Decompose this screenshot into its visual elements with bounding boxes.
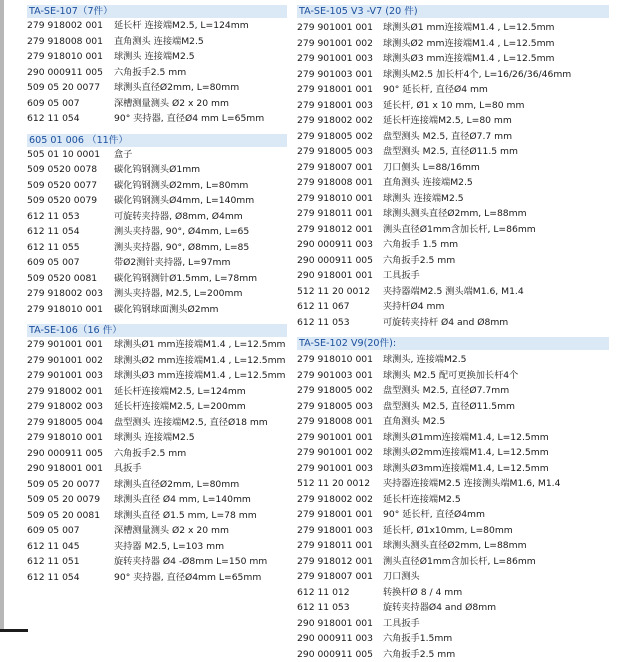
part-description: 工具扳手 xyxy=(383,616,420,632)
part-description: 盘型测头 M2.5, 直径Ø7.7 mm xyxy=(383,129,512,145)
section-gap xyxy=(297,330,609,337)
part-row xyxy=(27,178,287,194)
part-row xyxy=(27,49,287,65)
part-description: 测头夹持器, M2.5, L=200mm xyxy=(114,286,242,302)
part-description: 球测头测头直径Ø2mm, L=88mm xyxy=(383,538,527,554)
section-header: 605 01 006 （11件） xyxy=(27,134,287,147)
part-row xyxy=(27,446,287,462)
right-parts-column xyxy=(297,5,609,662)
part-row xyxy=(27,209,287,225)
part-description: 深槽测量测头 Ø2 x 20 mm xyxy=(114,96,229,112)
part-number: 509 05 20 0077 xyxy=(27,477,100,493)
part-row xyxy=(27,255,287,271)
part-description: 球测头, 连接端M2.5 xyxy=(383,352,467,368)
part-description: 碳化钨钢测针Ø1.5mm, L=78mm xyxy=(114,271,257,287)
part-row xyxy=(297,36,609,52)
part-number: 279 901001 001 xyxy=(297,20,373,36)
part-row xyxy=(27,539,287,555)
part-row xyxy=(27,570,287,586)
part-description: 夹持器连接端M2.5 连接测头端M1.6, M1.4 xyxy=(383,476,560,492)
part-row xyxy=(27,508,287,524)
part-row xyxy=(27,302,287,318)
part-row xyxy=(27,147,287,163)
part-number: 279 901001 003 xyxy=(27,368,103,384)
part-description: 测头直径Ø1mm含加长杆, L=86mm xyxy=(383,222,536,238)
part-number: 612 11 053 xyxy=(297,600,350,616)
part-number: 279 901001 002 xyxy=(297,36,373,52)
part-row xyxy=(27,415,287,431)
part-description: 旋转夹持器 Ø4 -Ø8mm L=150 mm xyxy=(114,554,267,570)
part-row xyxy=(297,600,609,616)
part-description: 夹持杆Ø4 mm xyxy=(383,299,444,315)
part-description: 延长杆, Ø1 x 10 mm, L=80 mm xyxy=(383,98,524,114)
part-description: 碳化钨钢测头Ø2mm, L=80mm xyxy=(114,178,248,194)
part-description: 球测头M2.5 加长杆4个, L=16/26/36/46mm xyxy=(383,67,571,83)
part-row xyxy=(297,144,609,160)
part-number: 279 918005 002 xyxy=(297,383,373,399)
part-row xyxy=(27,554,287,570)
part-number: 612 11 054 xyxy=(27,570,80,586)
part-description: 延长杆连接端M2.5 xyxy=(383,492,461,508)
part-number: 279 918001 003 xyxy=(297,523,373,539)
part-number: 279 918002 003 xyxy=(27,286,103,302)
part-description: 具扳手 xyxy=(114,461,142,477)
part-number: 512 11 20 0012 xyxy=(297,284,370,300)
part-number: 612 11 045 xyxy=(27,539,80,555)
part-description: 延长杆连接端M2.5, L=80 mm xyxy=(383,113,512,129)
part-number: 279 918001 001 xyxy=(297,507,373,523)
part-number: 279 918010 001 xyxy=(297,352,373,368)
part-number: 612 11 067 xyxy=(297,299,350,315)
part-number: 505 01 10 0001 xyxy=(27,147,100,163)
part-number: 279 918001 001 xyxy=(297,82,373,98)
part-number: 279 901001 002 xyxy=(27,353,103,369)
part-number: 279 918010 001 xyxy=(27,49,103,65)
part-row xyxy=(297,352,609,368)
part-row xyxy=(297,430,609,446)
part-row xyxy=(297,20,609,36)
part-row xyxy=(297,206,609,222)
part-description: 球测头 M2.5 配可更换加长杆4个 xyxy=(383,368,518,384)
part-number: 509 05 20 0079 xyxy=(27,492,100,508)
part-description: 球测头Ø2mm连接端M1.4, L=12.5mm xyxy=(383,445,549,461)
part-description: 夹持器端M2.5 测头端M1.6, M1.4 xyxy=(383,284,524,300)
part-description: 球测头直径 Ø1.5 mm, L=78 mm xyxy=(114,508,257,524)
left-frame-bar xyxy=(0,0,4,632)
part-number: 279 918007 001 xyxy=(297,160,373,176)
part-number: 279 918010 001 xyxy=(27,302,103,318)
part-description: 球测头Ø2 mm连接端M1.4 , L=12.5mm xyxy=(383,36,555,52)
part-description: 球测头直径Ø2mm, L=80mm xyxy=(114,477,239,493)
part-row xyxy=(297,175,609,191)
part-number: 279 918002 002 xyxy=(297,113,373,129)
part-row xyxy=(297,647,609,662)
part-description: 球测头 连接端M2.5 xyxy=(114,430,195,446)
part-row xyxy=(297,461,609,477)
part-row xyxy=(297,191,609,207)
part-description: 球测头Ø3mm连接端M1.4, L=12.5mm xyxy=(383,461,549,477)
part-row xyxy=(27,240,287,256)
part-number: 612 11 054 xyxy=(27,224,80,240)
part-row xyxy=(297,538,609,554)
part-row xyxy=(297,284,609,300)
part-row xyxy=(27,430,287,446)
part-row xyxy=(27,224,287,240)
part-description: 六角扳手1.5mm xyxy=(383,631,452,647)
part-number: 509 0520 0078 xyxy=(27,162,97,178)
part-number: 612 11 051 xyxy=(27,554,80,570)
part-row xyxy=(297,492,609,508)
part-number: 612 11 053 xyxy=(27,209,80,225)
part-number: 290 918001 001 xyxy=(297,616,373,632)
part-row xyxy=(297,82,609,98)
part-row xyxy=(27,384,287,400)
part-number: 279 918008 001 xyxy=(27,34,103,50)
part-number: 279 901001 001 xyxy=(297,430,373,446)
part-row xyxy=(297,222,609,238)
part-number: 509 0520 0079 xyxy=(27,193,97,209)
part-description: 直角测头 连接端M2.5 xyxy=(114,34,204,50)
part-number: 290 000911 003 xyxy=(297,631,373,647)
section-header: TA-SE-102 V9(20件): xyxy=(297,337,609,350)
part-number: 290 000911 005 xyxy=(297,647,373,662)
part-number: 290 918001 001 xyxy=(297,268,373,284)
part-number: 290 000911 005 xyxy=(297,253,373,269)
part-row xyxy=(27,492,287,508)
part-row xyxy=(297,129,609,145)
part-number: 612 11 055 xyxy=(27,240,80,256)
part-row xyxy=(27,111,287,127)
part-description: 盘型测头 M2.5, 直径Ø11.5 mm xyxy=(383,144,518,160)
part-row xyxy=(27,477,287,493)
part-description: 刀口测头 xyxy=(383,569,420,585)
part-description: 夹持器 M2.5, L=103 mm xyxy=(114,539,224,555)
part-description: 球测头 连接端M2.5 xyxy=(383,191,464,207)
part-number: 279 918008 001 xyxy=(297,414,373,430)
part-row xyxy=(27,34,287,50)
part-row xyxy=(297,113,609,129)
part-number: 279 918002 003 xyxy=(27,399,103,415)
part-description: 碳化钨钢测头Ø4mm, L=140mm xyxy=(114,193,254,209)
part-description: 可旋转夹持器, Ø8mm, Ø4mm xyxy=(114,209,243,225)
part-description: 90° 夹持器, 直径Ø4mm L=65mm xyxy=(114,570,261,586)
part-description: 盘型测头 M2.5, 直径Ø11.5mm xyxy=(383,399,515,415)
part-number: 279 901003 001 xyxy=(297,368,373,384)
part-description: 六角扳手2.5 mm xyxy=(114,446,186,462)
part-number: 279 918010 001 xyxy=(27,430,103,446)
part-number: 279 918001 003 xyxy=(297,98,373,114)
part-description: 90° 延长杆, 直径Ø4 mm xyxy=(383,82,488,98)
part-description: 球测头直径Ø2mm, L=80mm xyxy=(114,80,239,96)
part-description: 直角测头 连接端M2.5 xyxy=(383,175,473,191)
part-number: 279 901001 003 xyxy=(297,461,373,477)
part-row xyxy=(297,507,609,523)
part-row xyxy=(297,569,609,585)
part-row xyxy=(297,399,609,415)
part-row xyxy=(297,585,609,601)
part-description: 旋转夹持器Ø4 and Ø8mm xyxy=(383,600,496,616)
part-row xyxy=(297,315,609,331)
left-parts-column xyxy=(27,5,287,585)
part-description: 测头夹持器, 90°, Ø8mm, L=85 xyxy=(114,240,249,256)
part-description: 延长杆, Ø1x10mm, L=80mm xyxy=(383,523,513,539)
part-row xyxy=(27,368,287,384)
part-description: 盘型测头 连接端M2.5, 直径Ø18 mm xyxy=(114,415,268,431)
part-number: 279 918007 001 xyxy=(297,569,373,585)
part-row xyxy=(297,523,609,539)
part-row xyxy=(297,268,609,284)
part-description: 转换杆Ø 8 / 4 mm xyxy=(383,585,462,601)
part-description: 六角扳手2.5 mm xyxy=(114,65,186,81)
part-row xyxy=(297,445,609,461)
part-description: 工具扳手 xyxy=(383,268,420,284)
part-number: 279 918002 002 xyxy=(297,492,373,508)
part-description: 六角扳手2.5 mm xyxy=(383,647,455,662)
part-number: 609 05 007 xyxy=(27,523,80,539)
part-number: 279 918002 001 xyxy=(27,18,103,34)
part-row xyxy=(297,383,609,399)
part-row xyxy=(27,80,287,96)
section-gap xyxy=(27,127,287,134)
part-description: 碳化钨钢测头Ø1mm xyxy=(114,162,200,178)
part-number: 279 918005 004 xyxy=(27,415,103,431)
part-description: 直角测头 M2.5 xyxy=(383,414,445,430)
part-number: 279 918011 001 xyxy=(297,206,373,222)
part-number: 509 0520 0077 xyxy=(27,178,97,194)
section-header: TA-SE-106（16 件） xyxy=(27,324,287,337)
part-number: 279 918012 001 xyxy=(297,222,373,238)
part-row xyxy=(297,616,609,632)
part-description: 球测头 连接端M2.5 xyxy=(114,49,195,65)
part-row xyxy=(27,337,287,353)
part-row xyxy=(297,98,609,114)
part-row xyxy=(297,368,609,384)
part-number: 609 05 007 xyxy=(27,96,80,112)
part-description: 延长杆连接端M2.5, L=200mm xyxy=(114,399,246,415)
section-header: TA-SE-107（7件） xyxy=(27,5,287,18)
part-number: 279 901001 003 xyxy=(297,51,373,67)
part-description: 球测头Ø2 mm连接端M1.4 , L=12.5mm xyxy=(114,353,286,369)
part-number: 279 901001 002 xyxy=(297,445,373,461)
part-row xyxy=(27,96,287,112)
part-number: 279 901003 001 xyxy=(297,67,373,83)
part-description: 可旋转夹持杆 Ø4 and Ø8mm xyxy=(383,315,508,331)
section-header: TA-SE-105 V3 -V7 (20 件) xyxy=(297,5,609,18)
part-number: 609 05 007 xyxy=(27,255,80,271)
part-description: 深槽测量测头 Ø2 x 20 mm xyxy=(114,523,229,539)
part-description: 球测头Ø1mm连接端M1.4, L=12.5mm xyxy=(383,430,549,446)
part-row xyxy=(27,353,287,369)
part-row xyxy=(27,399,287,415)
part-number: 279 918012 001 xyxy=(297,554,373,570)
part-description: 盘型测头 M2.5, 直径Ø7.7mm xyxy=(383,383,509,399)
part-row xyxy=(297,554,609,570)
part-number: 509 05 20 0081 xyxy=(27,508,100,524)
part-row xyxy=(297,160,609,176)
part-number: 512 11 20 0012 xyxy=(297,476,370,492)
part-description: 盒子 xyxy=(114,147,132,163)
part-number: 290 000911 003 xyxy=(297,237,373,253)
section-gap xyxy=(27,317,287,324)
part-description: 六角扳手2.5 mm xyxy=(383,253,455,269)
part-description: 六角扳手 1.5 mm xyxy=(383,237,458,253)
part-number: 279 918005 003 xyxy=(297,144,373,160)
part-row xyxy=(297,476,609,492)
part-row xyxy=(27,286,287,302)
part-number: 279 918008 001 xyxy=(297,175,373,191)
part-description: 测头夹持器, 90°, Ø4mm, L=65 xyxy=(114,224,249,240)
part-row xyxy=(297,237,609,253)
part-row xyxy=(297,414,609,430)
part-row xyxy=(27,18,287,34)
part-number: 509 05 20 0077 xyxy=(27,80,100,96)
part-number: 279 901001 001 xyxy=(27,337,103,353)
part-description: 球测头Ø3 mm连接端M1.4 , L=12.5mm xyxy=(114,368,286,384)
part-number: 279 918010 001 xyxy=(297,191,373,207)
part-row xyxy=(27,162,287,178)
part-description: 测头直径Ø1mm含加长杆, L=86mm xyxy=(383,554,536,570)
part-description: 球测头Ø1 mm连接端M1.4 , L=12.5mm xyxy=(383,20,555,36)
part-description: 刀口侧头 L=88/16mm xyxy=(383,160,480,176)
part-number: 290 918001 001 xyxy=(27,461,103,477)
part-number: 279 918005 003 xyxy=(297,399,373,415)
part-number: 612 11 053 xyxy=(297,315,350,331)
part-number: 612 11 054 xyxy=(27,111,80,127)
part-number: 290 000911 005 xyxy=(27,65,103,81)
part-number: 612 11 012 xyxy=(297,585,350,601)
part-row xyxy=(297,253,609,269)
part-row xyxy=(297,51,609,67)
part-number: 290 000911 005 xyxy=(27,446,103,462)
part-description: 90° 延长杆, 直径Ø4mm xyxy=(383,507,485,523)
part-number: 279 918002 001 xyxy=(27,384,103,400)
part-row xyxy=(27,461,287,477)
part-description: 球测头测头直径Ø2mm, L=88mm xyxy=(383,206,527,222)
part-row xyxy=(27,523,287,539)
part-description: 延长杆 连接端M2.5, L=124mm xyxy=(114,18,249,34)
part-row xyxy=(297,631,609,647)
part-number: 279 918011 001 xyxy=(297,538,373,554)
part-row xyxy=(297,67,609,83)
part-description: 90° 夹持器, 直径Ø4 mm L=65mm xyxy=(114,111,264,127)
part-row xyxy=(27,193,287,209)
part-row xyxy=(27,271,287,287)
part-number: 279 918005 002 xyxy=(297,129,373,145)
part-description: 球测头直径 Ø4 mm, L=140mm xyxy=(114,492,251,508)
part-number: 509 0520 0081 xyxy=(27,271,97,287)
part-description: 球测头Ø1 mm连接端M1.4 , L=12.5mm xyxy=(114,337,286,353)
part-description: 带Ø2测针夹持器, L=97mm xyxy=(114,255,230,271)
part-description: 延长杆连接端M2.5, L=124mm xyxy=(114,384,246,400)
part-row xyxy=(297,299,609,315)
part-description: 碳化钨钢球面测头Ø2mm xyxy=(114,302,218,318)
part-description: 球测头Ø3 mm连接端M1.4 , L=12.5mm xyxy=(383,51,555,67)
part-row xyxy=(27,65,287,81)
